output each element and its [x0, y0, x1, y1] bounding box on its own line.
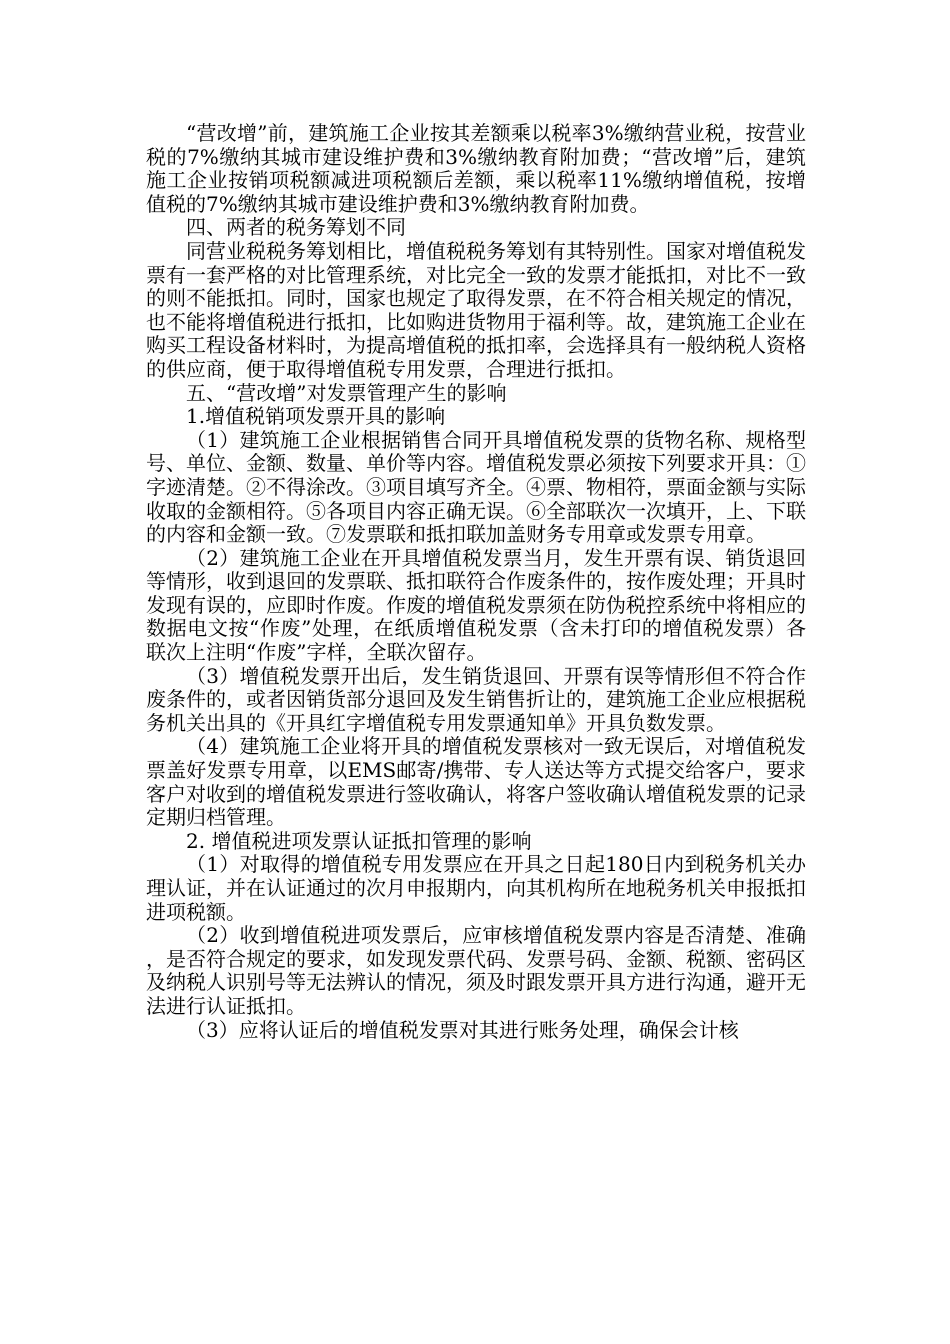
paragraph-output-invoice-3: （3）增值税发票开出后，发生销货退回、开票有误等情形但不符合作废条件的，或者因销货部分退回及发生销售折让的，建筑施工企业应根据税务机关出具的《开具红字增值税专用发票通知单》开具负数发票。: [146, 663, 806, 735]
paragraph-input-invoice-1: （1）对取得的增值税专用发票应在开具之日起180日内到税务机关办理认证，并在认证通过的次月申报期内，向其机构所在地税务机关申报抵扣进项税额。: [146, 852, 806, 924]
paragraph-tax-rates: “营改增”前，建筑施工企业按其差额乘以税率3%缴纳营业税，按营业税的7%缴纳其城市建设维护费和3%缴纳教育附加费；“营改增”后，建筑施工企业按销项税额减进项税额后差额，乘以税率11%缴纳增值税，按增值税的7%缴纳其城市建设维护费和3%缴纳教育附加费。: [146, 121, 806, 216]
subheading-input-invoice: 2. 增值税进项发票认证抵扣管理的影响: [186, 828, 532, 853]
paragraph-output-invoice-2: （2）建筑施工企业在开具增值税发票当月，发生开票有误、销货退回等情形，收到退回的发票联、抵扣联符合作废条件的，按作废处理；开具时发现有误的，应即时作废。作废的增值税发票须在防伪税控系统中将相应的数据电文按“作废”处理，在纸质增值税发票（含未打印的增值税发票）各联次上注明“作废”字样，全联次留存。: [146, 545, 806, 665]
paragraph-tax-planning: 同营业税税务筹划相比，增值税税务筹划有其特别性。国家对增值税发票有一套严格的对比管理系统，对比完全一致的发票才能抵扣，对比不一致的则不能抵扣。同时，国家也规定了取得发票，在不符合相关规定的情况，也不能将增值税进行抵扣，比如购进货物用于福利等。故，建筑施工企业在购买工程设备材料时，为提高增值税的抵扣率，会选择具有一般纳税人资格的供应商，便于取得增值税专用发票，合理进行抵扣。: [146, 238, 806, 381]
paragraph-input-invoice-2: （2）收到增值税进项发票后，应审核增值税发票内容是否清楚、准确，是否符合规定的要求，如发现发票代码、发票号码、金额、税额、密码区及纳税人识别号等无法辨认的情况，须及时跟发票开具方进行沟通，避开无法进行认证抵扣。: [146, 923, 806, 1018]
paragraph-output-invoice-4: （4）建筑施工企业将开具的增值税发票核对一致无误后，对增值税发票盖好发票专用章，以EMS邮寄/携带、专人送达等方式提交给客户，要求客户对收到的增值税发票进行签收确认，将客户签收确认增值税发票的记录定期归档管理。: [146, 734, 806, 830]
paragraph-input-invoice-3: （3）应将认证后的增值税发票对其进行账务处理，确保会计核: [186, 1017, 739, 1042]
heading-tax-planning: 四、两者的税务筹划不同: [186, 215, 406, 240]
paragraph-output-invoice-1: （1）建筑施工企业根据销售合同开具增值税发票的货物名称、规格型号、单位、金额、数量、单价等内容。增值税发票必须按下列要求开具：①字迹清楚。②不得涂改。③项目填写齐全。④票、物相符，票面金额与实际收取的金额相符。⑤各项目内容正确无误。⑥全部联次一次填开，上、下联的内容和金额一致。⑦发票联和抵扣联加盖财务专用章或发票专用章。: [146, 427, 806, 547]
document-page: [146, 122, 806, 1042]
subheading-output-invoice: 1.增值税销项发票开具的影响: [186, 404, 446, 429]
heading-invoice-management: 五、“营改增”对发票管理产生的影响: [186, 380, 507, 405]
